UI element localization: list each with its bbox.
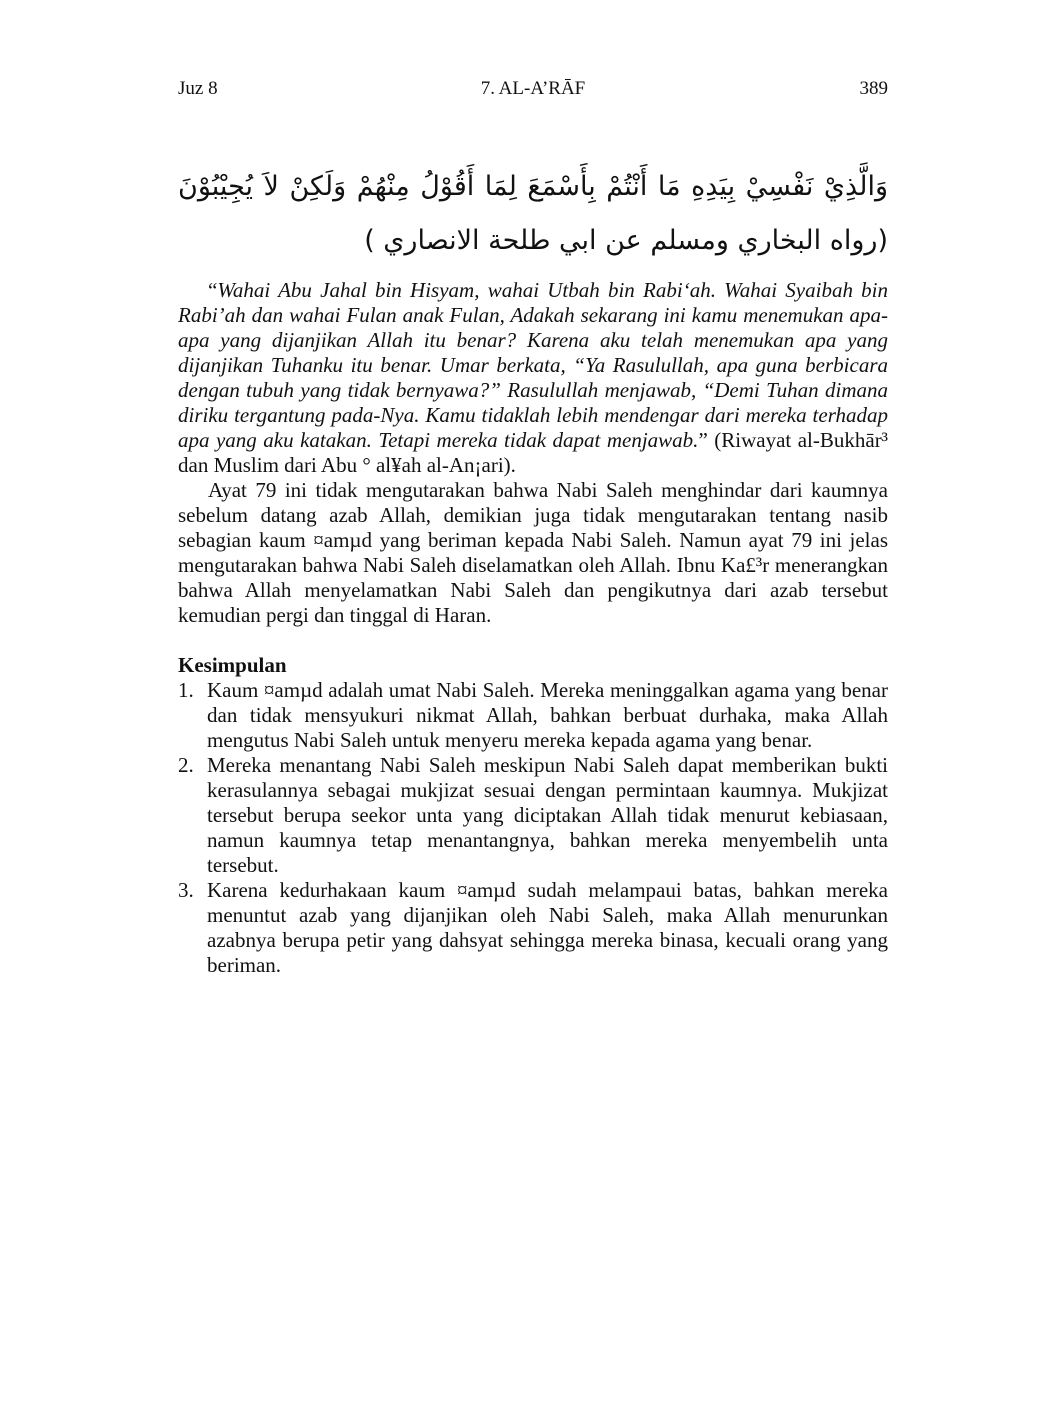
quote-open-mark: “ <box>208 278 218 302</box>
main-content <box>178 278 888 978</box>
page-number: 389 <box>859 78 888 99</box>
list-item-number: 1. <box>178 678 194 702</box>
hadith-translation-text: Wahai Abu Jahal bin Hisyam, wahai Utbah bin Rabi‘ah. Wahai Syaibah bin Rabi’ah dan wahai Fulan anak Fulan, Adakah sekarang ini kamu menemukan apa-apa yang dijanjikan Allah itu benar? Karena aku telah menemukan apa yang dijanjikan Tuhanku itu benar. Umar berkata, “Ya Rasulullah, apa guna berbicara dengan tubuh yang tidak bernyawa?” Rasulullah menjawab, “Demi Tuhan dimana diriku tergantung pada-Nya. Kamu tidaklah lebih mendengar dari mereka terhadap apa yang aku katakan. Tetapi mereka tidak dapat menjawab. <box>178 278 888 452</box>
list-item-text: Karena kedurhakaan kaum ¤amµd sudah melampaui batas, bahkan mereka menuntut azab yang dijanjikan oleh Nabi Saleh, maka Allah menurunkan azabnya berupa petir yang dahsyat sehingga mereka binasa, kecuali orang yang beriman. <box>207 878 888 977</box>
quote-close-mark: ” <box>698 428 708 452</box>
list-item-number: 2. <box>178 753 194 777</box>
list-item-text: Kaum ¤amµd adalah umat Nabi Saleh. Mereka meninggalkan agama yang benar dan tidak mensyukuri nikmat Allah, bahkan berbuat durhaka, maka Allah mengutus Nabi Saleh untuk menyeru mereka kepada agama yang benar. <box>207 678 888 752</box>
page-header <box>178 76 888 102</box>
conclusion-list <box>178 678 888 978</box>
list-item <box>178 678 888 753</box>
explanation-paragraph: Ayat 79 ini tidak mengutarakan bahwa Nabi Saleh menghindar dari kaumnya sebelum datang azab Allah, demikian juga tidak mengutarakan tentang nasib sebagian kaum ¤amµd yang beriman kepada Nabi Saleh. Namun ayat 79 ini jelas mengutarakan bahwa Nabi Saleh diselamatkan oleh Allah. Ibnu Ka£³r menerangkan bahwa Allah menyelamatkan Nabi Saleh dan pengikutnya dari azab tersebut kemudian pergi dan tinggal di Haran. <box>178 478 888 627</box>
arabic-hadith-text: وَالَّذِيْ نَفْسِيْ بِيَدِهِ مَا أَنْتُمْ بِأَسْمَعَ لِمَا أَقُوْلُ مِنْهُمْ وَلَكِنْ لاَ يُجِيْبُوْنَ (رواه البخاري ومسلم عن ابي طلحة الانصاري ) <box>178 171 888 256</box>
list-item-number: 3. <box>178 878 194 902</box>
juz-label: Juz 8 <box>178 78 218 99</box>
hadith-citation: (Riwayat al-Bukhār³ dan Muslim dari Abu ° al¥ah al-An¡ari). <box>178 428 888 477</box>
hadith-translation <box>178 278 888 478</box>
surah-title: 7. AL-A’RĀF <box>480 78 586 99</box>
list-item-text: Mereka menantang Nabi Saleh meskipun Nabi Saleh dapat memberikan bukti kerasulannya sebagai mukjizat sesuai dengan permintaan kaumnya. Mukjizat tersebut berupa seekor unta yang diciptakan Allah tidak menurut kebiasaan, namun kaumnya tetap menantangnya, bahkan mereka menyembelih unta tersebut. <box>207 753 888 877</box>
conclusion-heading: Kesimpulan <box>178 653 287 677</box>
list-item <box>178 753 888 878</box>
list-item <box>178 878 888 978</box>
